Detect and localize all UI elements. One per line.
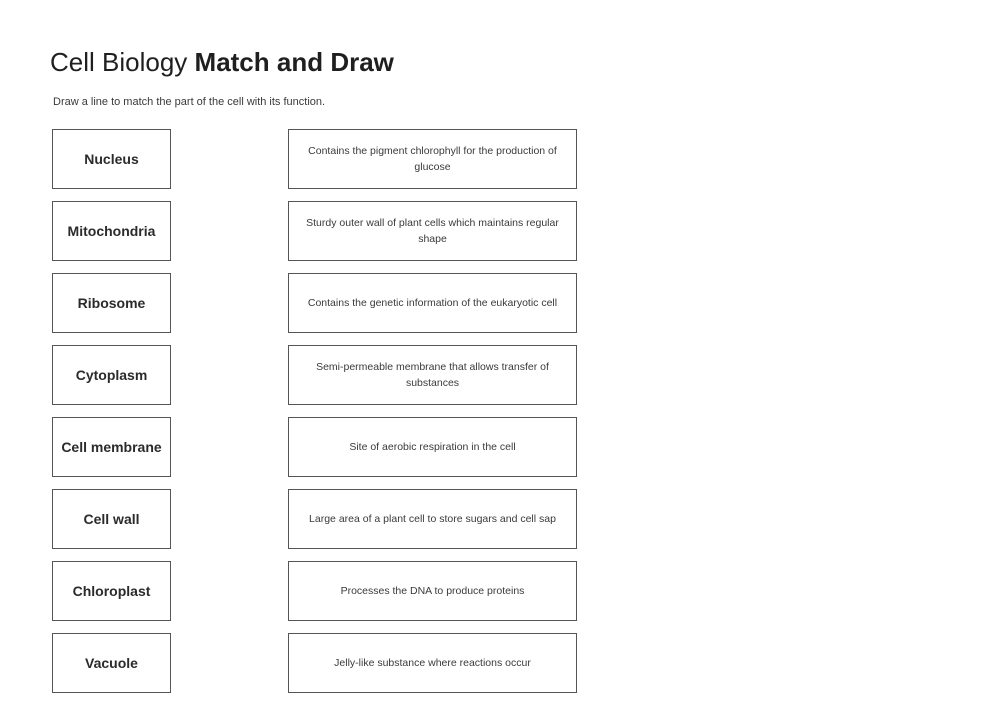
page-title — [50, 44, 394, 80]
term-box-cytoplasm[interactable]: Cytoplasm — [52, 345, 171, 405]
term-box-cell-wall[interactable]: Cell wall — [52, 489, 171, 549]
definition-box-3[interactable]: Contains the genetic information of the eukaryotic cell — [288, 273, 577, 333]
term-box-mitochondria[interactable]: Mitochondria — [52, 201, 171, 261]
title-bold: Match and Draw — [194, 47, 394, 77]
term-box-vacuole[interactable]: Vacuole — [52, 633, 171, 693]
definition-box-6[interactable]: Large area of a plant cell to store sugars and cell sap — [288, 489, 577, 549]
definition-box-5[interactable]: Site of aerobic respiration in the cell — [288, 417, 577, 477]
definition-box-4[interactable]: Semi-permeable membrane that allows transfer of substances — [288, 345, 577, 405]
definition-box-2[interactable]: Sturdy outer wall of plant cells which maintains regular shape — [288, 201, 577, 261]
instructions-text: Draw a line to match the part of the cell with its function. — [53, 96, 326, 108]
term-box-ribosome[interactable]: Ribosome — [52, 273, 171, 333]
definition-box-7[interactable]: Processes the DNA to produce proteins — [288, 561, 577, 621]
definition-box-8[interactable]: Jelly-like substance where reactions occur — [288, 633, 577, 693]
title-light: Cell Biology — [50, 47, 188, 77]
term-box-chloroplast[interactable]: Chloroplast — [52, 561, 171, 621]
definition-box-1[interactable]: Contains the pigment chlorophyll for the production of glucose — [288, 129, 577, 189]
term-box-cell-membrane[interactable]: Cell membrane — [52, 417, 171, 477]
term-box-nucleus[interactable]: Nucleus — [52, 129, 171, 189]
